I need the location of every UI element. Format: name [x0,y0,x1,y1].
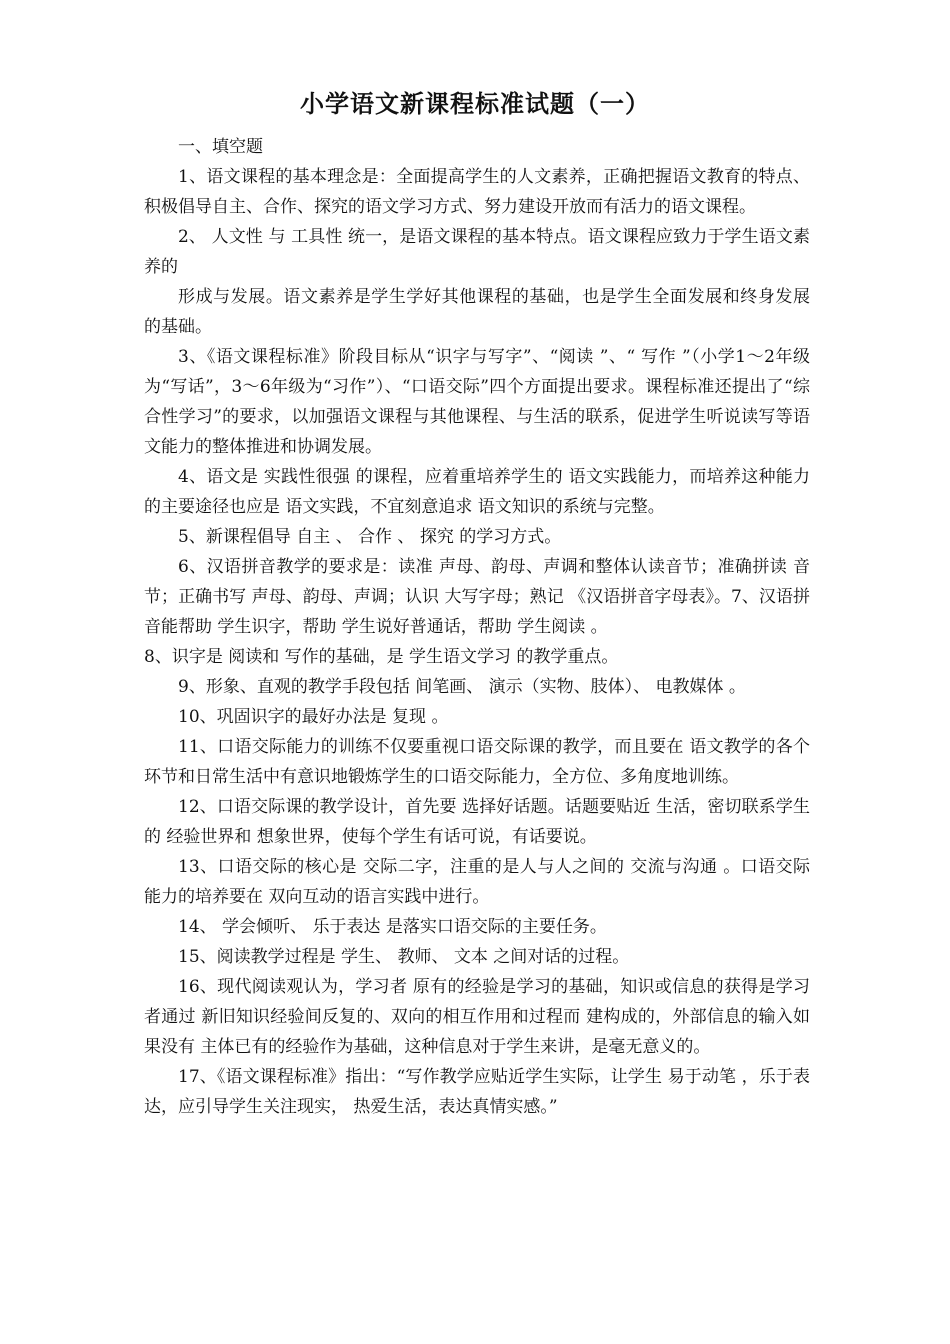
question-11: 11、口语交际能力的训练不仅要重视口语交际课的教学，而且要在 语文教学的各个环节和日常生活中有意识地锻炼学生的口语交际能力，全方位、多角度地训练。 [144,737,810,787]
question-5: 5、新课程倡导 自主 、 合作 、 探究 的学习方式。 [178,527,562,547]
question-1: 1、语文课程的基本理念是：全面提高学生的人文素养，正确把握语文教育的特点、积极倡导自主、合作、探究的语文学习方式、努力建设开放而有活力的语文课程。 [144,167,810,217]
question-17: 17、《语文课程标准》指出：“写作教学应贴近学生实际，让学生 易于动笔 ，乐于表达，应引导学生关注现实， 热爱生活，表达真情实感。” [144,1067,810,1117]
question-15: 15、阅读教学过程是 学生、 教师、 文本 之间对话的过程。 [178,947,630,967]
section-heading: 一、填空题 [178,137,263,157]
question-9: 9、形象、直观的教学手段包括 间笔画、 演示（实物、肢体）、 电教媒体 。 [178,677,746,697]
document-body [144,132,810,1122]
question-8: 8、识字是 阅读和 写作的基础，是 学生语文学习 的教学重点。 [144,647,619,667]
question-6-7: 6、汉语拼音教学的要求是：读准 声母、韵母、声调和整体认读音节；准确拼读 音节；正确书写 声母、韵母、声调；认识 大写字母；熟记 《汉语拼音字母表》。7、汉语拼音能帮助 学生识字，帮助 学生说好普通话，帮助 学生阅读 。 [144,557,810,637]
question-2: 2、 人文性 与 工具性 统一，是语文课程的基本特点。语文课程应致力于学生语文素养的 [144,227,810,277]
question-2-continued: 形成与发展。语文素养是学生学好其他课程的基础，也是学生全面发展和终身发展 的基础。 [144,287,810,337]
question-13: 13、口语交际的核心是 交际二字，注重的是人与人之间的 交流与沟通 。口语交际能力的培养要在 双向互动的语言实践中进行。 [144,857,810,907]
question-12: 12、口语交际课的教学设计，首先要 选择好话题。话题要贴近 生活，密切联系学生的 经验世界和 想象世界，使每个学生有话可说，有话要说。 [144,797,810,847]
question-3: 3、《语文课程标准》阶段目标从“识字与写字”、“阅读 ”、“ 写作 ”（小学1～2年级为“写话”，3～6年级为“习作”）、“口语交际”四个方面提出要求。课程标准还提出了“综合性学习”的要求，以加强语文课程与其他课程、与生活的联系，促进学生听说读写等语文能力的整体推进和协调发展。 [144,347,810,457]
question-16: 16、现代阅读观认为，学习者 原有的经验是学习的基础，知识或信息的获得是学习者通过 新旧知识经验间反复的、双向的相互作用和过程而 建构成的，外部信息的输入如果没有 主体已有的经验作为基础，这种信息对于学生来讲，是毫无意义的。 [144,977,810,1057]
question-10: 10、巩固识字的最好办法是 复现 。 [178,707,449,727]
document-title: 小学语文新课程标准试题（一） [300,90,650,118]
question-14: 14、 学会倾听、 乐于表达 是落实口语交际的主要任务。 [178,917,607,937]
question-4: 4、语文是 实践性很强 的课程，应着重培养学生的 语文实践能力，而培养这种能力的主要途径也应是 语文实践，不宜刻意追求 语文知识的系统与完整。 [144,467,810,517]
